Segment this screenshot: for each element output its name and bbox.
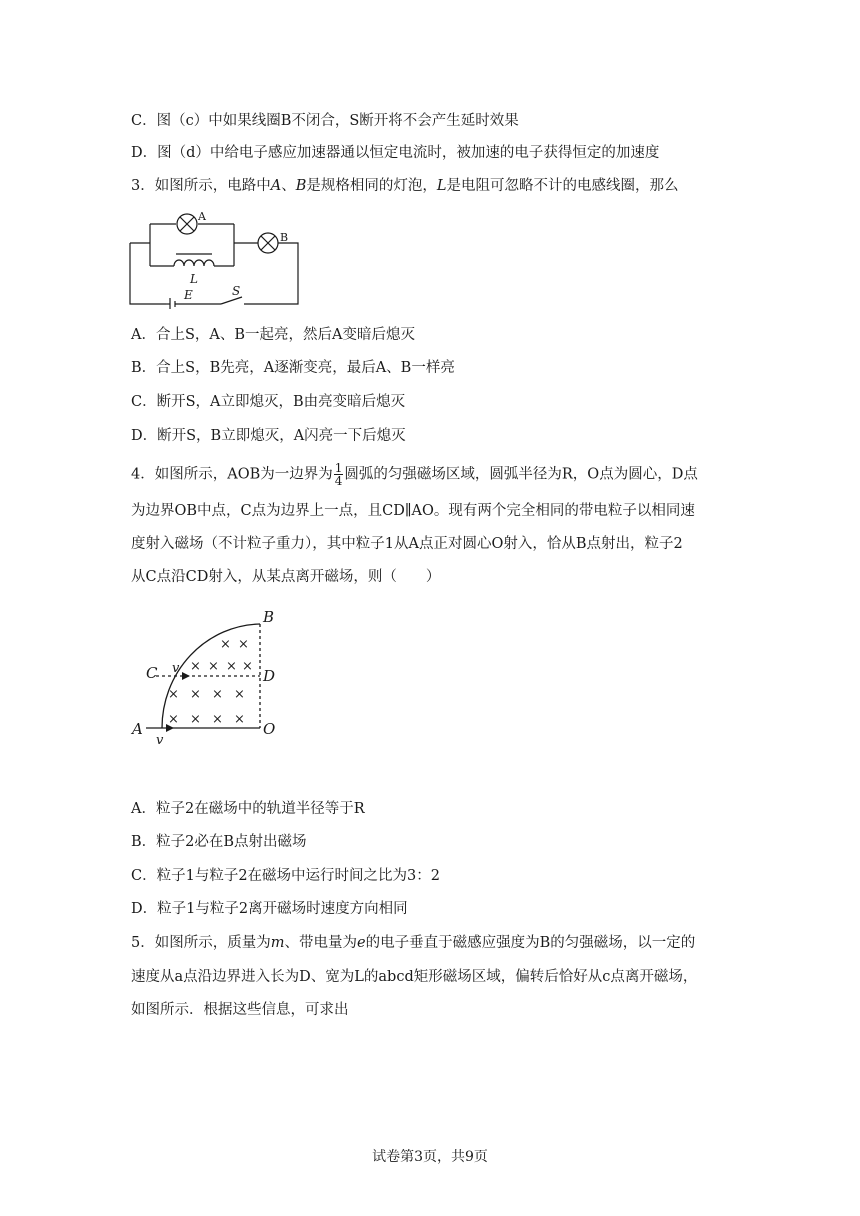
svg-text:×: × (190, 659, 201, 674)
svg-text:×: × (234, 712, 245, 727)
q5-stem-line1: 5．如图所示，质量为m、带电量为e的电子垂直于磁感应强度为B的匀强磁场，以一定的 (131, 935, 696, 951)
field-crosses (168, 637, 253, 727)
q3-circuit-diagram (126, 207, 306, 309)
q3-stem: 3．如图所示，电路中A、B是规格相同的灯泡，L是电阻可忽略不计的电感线圈，那么 (131, 178, 679, 194)
q5-stem-line3: 如图所示．根据这些信息，可求出 (131, 1002, 349, 1018)
page-footer: 试卷第3页，共9页 (372, 1149, 488, 1165)
point-a-label: A (132, 720, 143, 738)
svg-text:×: × (208, 659, 219, 674)
quarter-fraction: $\frac{1}{4}$ (334, 461, 343, 488)
q4-option-d: D．粒子1与粒子2离开磁场时速度方向相同 (131, 901, 408, 917)
svg-text:×: × (190, 712, 201, 727)
battery-label: E (184, 288, 193, 302)
q4-option-c: C．粒子1与粒子2在磁场中运行时间之比为3：2 (131, 868, 440, 884)
svg-text:×: × (190, 687, 201, 702)
switch-label: S (232, 284, 241, 298)
q4-stem-line1: 4．如图所示，AOB为一边界为 $\frac{1}{4}$ 圆弧的匀强磁场区域，圆弧半径为R，O点为圆心，D点 (131, 461, 698, 488)
q4-stem-line3: 度射入磁场（不计粒子重力），其中粒子1从A点正对圆心O射入，恰从B点射出，粒子2 (131, 536, 683, 552)
q4-stem-line2: 为边界OB中点，C点为边界上一点，且CD∥AO。现有两个完全相同的带电粒子以相同速 (131, 503, 695, 519)
lamp-a-label: A (198, 210, 206, 223)
q3-option-c: C．断开S，A立即熄灭，B由亮变暗后熄灭 (131, 394, 406, 410)
q5-stem-line2: 速度从a点沿边界进入长为D、宽为L的abcd矩形磁场区域，偏转后恰好从c点离开磁场， (131, 969, 698, 985)
lamp-b-label: B (280, 231, 289, 244)
point-c-label: C (146, 664, 158, 682)
q4-option-b: B．粒子2必在B点射出磁场 (131, 834, 307, 850)
q4-field-diagram (128, 606, 288, 750)
point-b-label: B (263, 608, 275, 626)
inductor-label: L (190, 272, 198, 286)
q3-option-a: A．合上S，A、B一起亮，然后A变暗后熄灭 (131, 327, 416, 343)
svg-text:×: × (168, 712, 179, 727)
q4-stem-line4: 从C点沿CD射入，从某点离开磁场，则（ ） (131, 569, 441, 585)
svg-text:×: × (212, 687, 223, 702)
svg-text:×: × (212, 712, 223, 727)
velocity-label-c: v (172, 661, 180, 676)
point-o-label: O (263, 720, 276, 738)
svg-text:×: × (242, 659, 253, 674)
q2-option-c: C．图（c）中如果线圈B不闭合，S断开将不会产生延时效果 (131, 113, 519, 129)
svg-text:×: × (238, 637, 249, 652)
point-d-label: D (263, 667, 276, 685)
svg-text:×: × (168, 687, 179, 702)
q2-option-d: D．图（d）中给电子感应加速器通以恒定电流时，被加速的电子获得恒定的加速度 (131, 145, 660, 161)
svg-text:×: × (234, 687, 245, 702)
velocity-label-a: v (156, 733, 164, 748)
q4-option-a: A．粒子2在磁场中的轨道半径等于R (131, 801, 365, 817)
svg-text:×: × (226, 659, 237, 674)
q3-option-b: B．合上S，B先亮，A逐渐变亮，最后A、B一样亮 (131, 360, 455, 376)
q3-option-d: D．断开S，B立即熄灭，A闪亮一下后熄灭 (131, 428, 406, 444)
svg-text:×: × (220, 637, 231, 652)
